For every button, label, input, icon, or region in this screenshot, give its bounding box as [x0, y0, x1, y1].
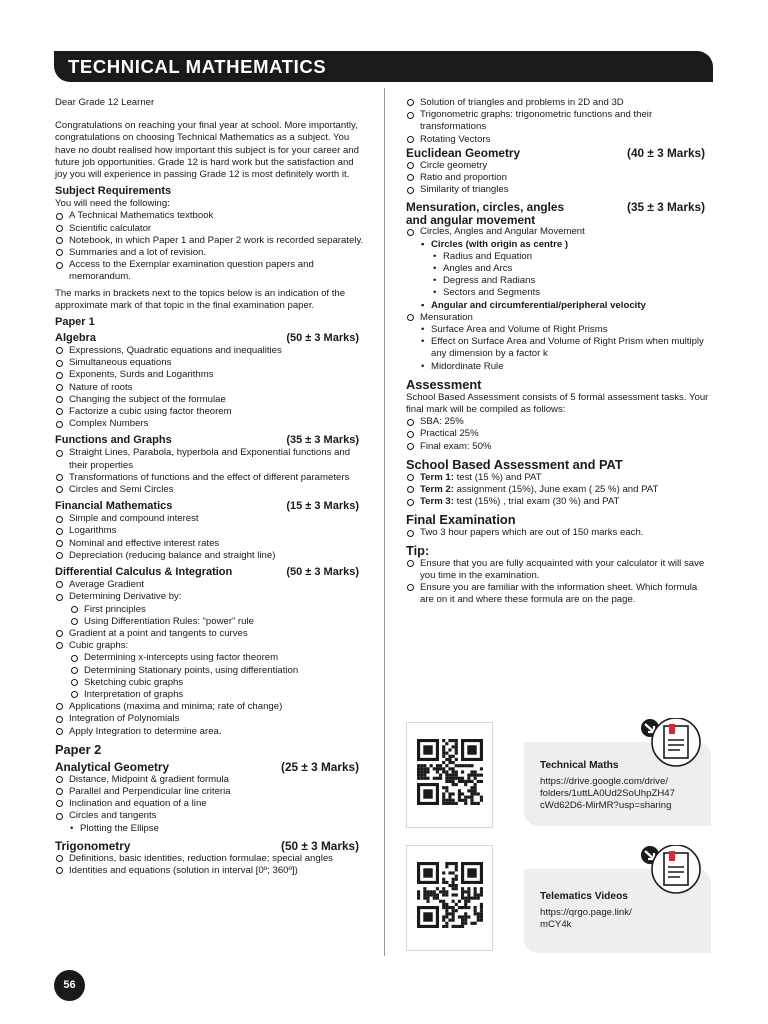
list-item: Inclination and equation of a line — [55, 798, 367, 810]
list-item: First principles — [70, 604, 367, 616]
list-item: • Circles (with origin as centre ) — [421, 239, 713, 251]
assessment-heading: Assessment — [406, 376, 482, 392]
term-label: Term 2: — [420, 484, 454, 496]
list-item: Simple and compound interest — [55, 513, 367, 525]
mensuration-sublist — [406, 300, 713, 312]
url-line: https://drive.google.com/drive/ — [540, 776, 668, 787]
financial-list — [55, 513, 367, 562]
analytical-heading — [55, 760, 367, 774]
list-item: Final exam: 50% — [406, 441, 713, 453]
list-item: Logarithms — [55, 525, 367, 537]
list-item: Average Gradient — [55, 579, 367, 591]
url-line: mCY4k — [540, 919, 572, 931]
topic-title-line2: and angular movement — [406, 213, 536, 228]
topic-title: Analytical Geometry — [55, 759, 170, 774]
functions-heading — [55, 434, 367, 447]
final-exam-list — [406, 527, 713, 539]
list-item: Definitions, basic identities, reduction formulae; special angles — [55, 853, 367, 865]
topic-title: Trigonometry — [55, 838, 131, 853]
list-item: • Surface Area and Volume of Right Prisms — [421, 324, 713, 336]
sba-heading: School Based Assessment and PAT — [406, 456, 623, 472]
topic-title: Algebra — [55, 332, 96, 345]
topic-title: Mensuration, circles, angles — [406, 200, 565, 215]
mensuration-heading — [406, 200, 713, 214]
calculus-list — [55, 579, 367, 603]
tip-heading: Tip: — [406, 542, 430, 558]
algebra-heading — [55, 332, 367, 345]
final-exam-heading: Final Examination — [406, 512, 516, 528]
list-item: Nature of roots — [55, 382, 367, 394]
list-item: • Midordinate Rule — [421, 361, 713, 373]
list-item: Applications (maxima and minima; rate of change) — [55, 701, 367, 713]
trigonometry-list — [55, 853, 367, 877]
mensuration-list — [406, 226, 713, 238]
list-item: Distance, Midpoint & gradient formula — [55, 774, 367, 786]
term-text: assignment (15%), June exam ( 25 %) and PAT — [453, 484, 659, 496]
list-item: Integration of Polynomials — [55, 713, 367, 725]
topic-marks: (35 ± 3 Marks) — [286, 434, 359, 447]
euclidean-list — [406, 160, 713, 197]
term-text: test (15 %) and PAT — [453, 471, 542, 483]
list-item: Depreciation (reducing balance and straight line) — [55, 550, 367, 562]
column-divider — [384, 88, 385, 956]
list-item: Transformations of functions and the effect of different parameters — [55, 472, 367, 484]
qr-code-icon[interactable] — [417, 737, 483, 807]
list-item: • Degress and Radians — [433, 275, 713, 287]
list-item: Ensure that you are fully acquainted with your calculator it will save you time in the examination. — [406, 558, 713, 582]
url-line: folders/1uttLA0Ud2SoUhpZH47 — [540, 788, 675, 800]
resource-card-telematics-videos — [406, 845, 713, 952]
greeting: Dear Grade 12 Learner — [55, 97, 155, 108]
qr-code-frame — [406, 722, 493, 828]
mensuration-list — [406, 312, 713, 324]
list-item: Determining Derivative by: — [55, 591, 367, 603]
list-item: Interpretation of graphs — [70, 689, 367, 701]
list-item: • Effect on Surface Area and Volume of Right Prism when multiply any dimension by a factor k — [421, 336, 713, 360]
list-item — [406, 496, 713, 508]
list-item: Straight Lines, Parabola, hyperbola and Exponential functions and their properties — [55, 447, 367, 471]
assessment-text: School Based Assessment consists of 5 formal assessment tasks. Your final mark will be compiled as follows: — [406, 391, 709, 416]
title-banner — [54, 51, 713, 82]
algebra-list — [55, 345, 367, 430]
calculus-list — [55, 628, 367, 652]
list-item: Circles and tangents — [55, 810, 367, 822]
sba-list — [406, 472, 713, 509]
list-item: Scientific calculator — [55, 223, 367, 235]
topic-title: Differential Calculus & Integration — [55, 566, 233, 579]
topic-title: Financial Mathematics — [55, 500, 173, 513]
list-item: Solution of triangles and problems in 2D and 3D — [406, 97, 713, 109]
mensuration-sublist — [406, 239, 713, 251]
list-item: Using Differentiation Rules: “power” rule — [70, 616, 367, 628]
list-item: Two 3 hour papers which are out of 150 marks each. — [406, 527, 713, 539]
list-item: Summaries and a lot of revision. — [55, 247, 367, 259]
list-item: Apply Integration to determine area. — [55, 726, 367, 738]
list-item: Practical 25% — [406, 428, 713, 440]
assessment-list — [406, 416, 713, 453]
list-item: • Sectors and Segments — [433, 287, 713, 299]
list-item: SBA: 25% — [406, 416, 713, 428]
list-item: Ratio and proportion — [406, 172, 713, 184]
list-item: A Technical Mathematics textbook — [55, 210, 367, 222]
list-item: Complex Numbers — [55, 418, 367, 430]
list-item: Determining x-intercepts using factor theorem — [70, 652, 367, 664]
list-item: Access to the Exemplar examination question papers and memorandum. — [55, 259, 367, 283]
qr-code-icon[interactable] — [417, 860, 483, 930]
trigonometry-list-continued — [406, 97, 713, 146]
list-item: Ensure you are familiar with the information sheet. Which formula are on it and where these formula are on the page. — [406, 582, 713, 606]
list-item: Circles, Angles and Angular Movement — [406, 226, 713, 238]
topic-title: Euclidean Geometry — [406, 145, 521, 160]
list-item: Determining Stationary points, using differentiation — [70, 665, 367, 677]
list-item: Parallel and Perpendicular line criteria — [55, 786, 367, 798]
resource-name: Telematics Videos — [540, 891, 628, 902]
circles-sublist — [406, 251, 713, 300]
list-item: Cubic graphs: — [55, 640, 367, 652]
resource-card-technical-maths — [406, 722, 713, 829]
topic-marks: (25 ± 3 Marks) — [281, 759, 359, 774]
term-text: test (15%) , trial exam (30 %) and PAT — [453, 496, 620, 508]
calculus-heading — [55, 566, 367, 579]
requirements-list — [55, 210, 367, 283]
topic-marks: (50 ± 3 Marks) — [286, 566, 359, 579]
list-item: • Plotting the Ellipse — [70, 823, 367, 835]
calculus-list — [55, 701, 367, 738]
resource-url[interactable] — [540, 907, 710, 931]
analytical-list — [55, 774, 367, 823]
requirements-heading: Subject Requirements — [55, 185, 172, 198]
topic-marks: (50 ± 3 Marks) — [286, 332, 359, 345]
topic-marks: (50 ± 3 Marks) — [281, 838, 359, 853]
topic-marks: (40 ± 3 Marks) — [627, 145, 705, 160]
list-item: • Radius and Equation — [433, 251, 713, 263]
list-item: • Angular and circumferential/peripheral velocity — [421, 300, 713, 312]
list-item — [406, 472, 713, 484]
list-item: Circles and Semi Circles — [55, 484, 367, 496]
marks-note: The marks in brackets next to the topics below is an indication of the approximate mark of that topic in the final examination paper. — [55, 287, 346, 311]
list-item: Expressions, Quadratic equations and inequalities — [55, 345, 367, 357]
functions-list — [55, 447, 367, 496]
list-item: Nominal and effective interest rates — [55, 538, 367, 550]
trigonometry-heading — [55, 839, 367, 853]
topic-title: Functions and Graphs — [55, 434, 172, 447]
topic-marks: (35 ± 3 Marks) — [627, 200, 705, 215]
topic-marks: (15 ± 3 Marks) — [286, 500, 359, 513]
list-item: Gradient at a point and tangents to curves — [55, 628, 367, 640]
list-item: Changing the subject of the formulae — [55, 394, 367, 406]
left-column — [55, 97, 367, 877]
term-label: Term 1: — [420, 471, 454, 483]
cubic-sublist — [55, 652, 367, 701]
list-item — [406, 484, 713, 496]
document-download-icon — [636, 718, 702, 768]
list-item: Mensuration — [406, 312, 713, 324]
list-item: Sketching cubic graphs — [70, 677, 367, 689]
intro-paragraph: Congratulations on reaching your final year at school. More importantly, congratulations on choosing Technical Mathematics as a subject. You have no doubt realised how important this subject is for your career and future job opportunities. Grade 12 is hard work but the satisfaction and joy you will experience in passing Grade 12 is most definitely worth it. — [55, 120, 359, 181]
analytical-sublist — [55, 823, 367, 835]
list-item: Similarity of triangles — [406, 184, 713, 196]
term-label: Term 3: — [420, 496, 454, 508]
paper1-heading: Paper 1 — [55, 316, 95, 329]
paper2-heading: Paper 2 — [55, 741, 102, 757]
url-line: cWd62D6-MirMR?usp=sharing — [540, 800, 672, 812]
resource-url[interactable] — [540, 776, 710, 813]
financial-heading — [55, 500, 367, 513]
document-download-icon — [636, 845, 702, 895]
calculus-sublist — [55, 604, 367, 628]
list-item: Simultaneous equations — [55, 357, 367, 369]
qr-code-frame — [406, 845, 493, 951]
list-item: • Angles and Arcs — [433, 263, 713, 275]
list-item: Factorize a cubic using factor theorem — [55, 406, 367, 418]
tip-list — [406, 558, 713, 607]
right-column — [406, 97, 713, 607]
list-item: Circle geometry — [406, 160, 713, 172]
page-number: 56 — [54, 970, 85, 1001]
page-title: TECHNICAL MATHEMATICS — [68, 56, 327, 77]
resource-name: Technical Maths — [540, 760, 619, 771]
list-item: Rotating Vectors — [406, 134, 713, 146]
list-item: Trigonometric graphs: trigonometric functions and their transformations — [406, 109, 713, 133]
requirements-lead: You will need the following: — [55, 198, 170, 210]
euclidean-heading — [406, 146, 713, 160]
mensuration-sublist — [406, 324, 713, 373]
url-line: https://qrgo.page.link/ — [540, 907, 632, 918]
list-item: Identities and equations (solution in interval [0º; 360º]) — [55, 865, 367, 877]
list-item: Exponents, Surds and Logarithms — [55, 369, 367, 381]
list-item: Notebook, in which Paper 1 and Paper 2 work is recorded separately. — [55, 235, 367, 247]
